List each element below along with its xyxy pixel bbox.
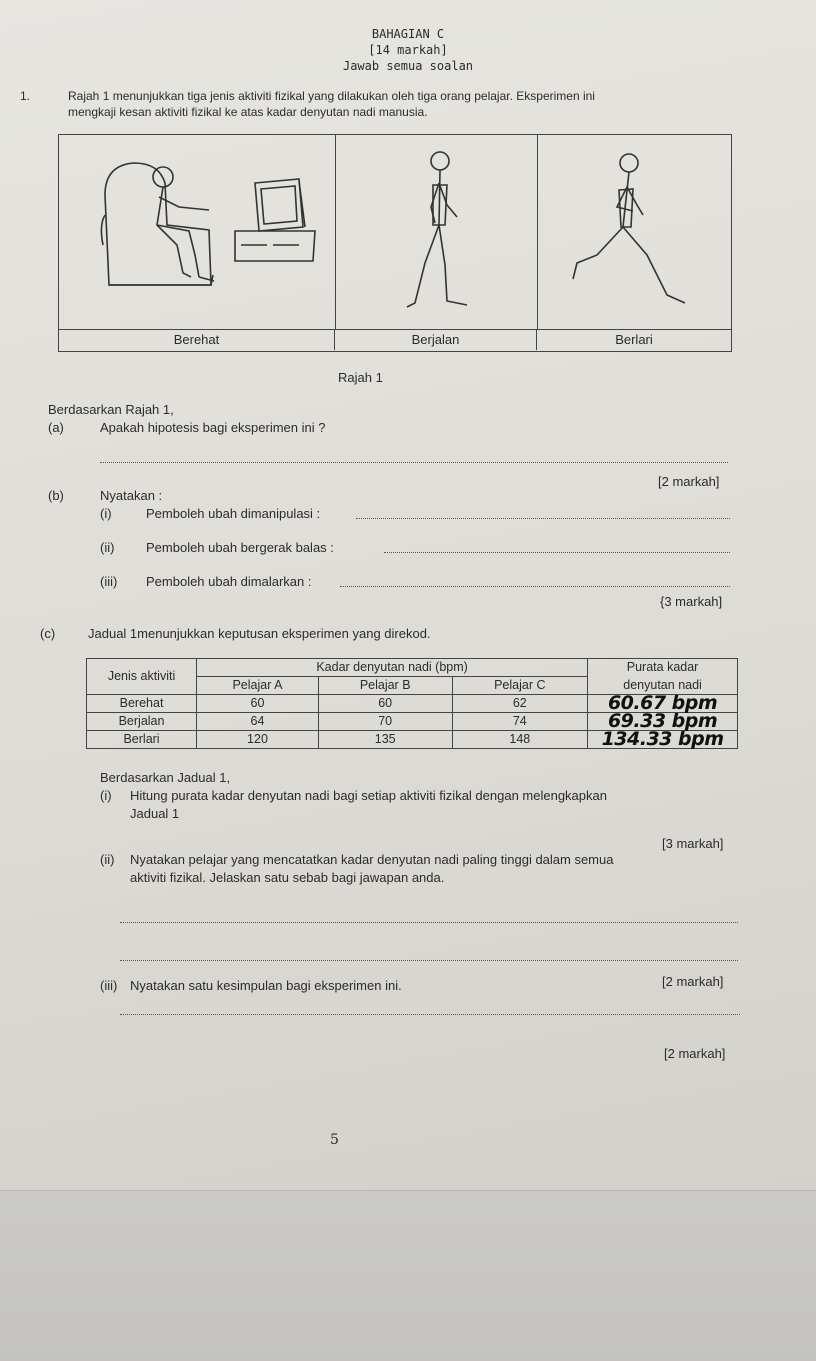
figure-rajah-1 bbox=[58, 134, 732, 352]
part-c-iii-num: (iii) bbox=[100, 978, 118, 993]
cell-a: 120 bbox=[197, 731, 319, 749]
table-row bbox=[87, 731, 738, 749]
label-berehat: Berehat bbox=[59, 330, 335, 350]
label-berlari: Berlari bbox=[615, 332, 653, 347]
part-c-ii-line1: Nyatakan pelajar yang mencatatkan kadar denyutan nadi paling tinggi dalam semua bbox=[130, 852, 614, 867]
th-average-1: Purata kadar bbox=[588, 659, 738, 677]
part-a-question: Apakah hipotesis bagi eksperimen ini ? bbox=[100, 420, 326, 435]
part-b-i-answer-line[interactable] bbox=[356, 518, 730, 519]
cell-c: 62 bbox=[452, 695, 588, 713]
cell-a: 60 bbox=[197, 695, 319, 713]
cell-c: 148 bbox=[452, 731, 588, 749]
part-c-i-num: (i) bbox=[100, 788, 112, 803]
page-number: 5 bbox=[330, 1132, 339, 1148]
cell-activity: Berjalan bbox=[87, 713, 197, 731]
part-c-question: Jadual 1menunjukkan keputusan eksperimen yang direkod. bbox=[88, 626, 431, 641]
part-c-i-marks: [3 markah] bbox=[662, 836, 724, 851]
person-running-illustration bbox=[537, 135, 731, 329]
figure-panel-walk bbox=[335, 135, 538, 329]
part-b-i-num: (i) bbox=[100, 506, 112, 521]
cell-a: 64 bbox=[197, 713, 319, 731]
cell-activity: Berlari bbox=[87, 731, 197, 749]
th-average-2: denyutan nadi bbox=[588, 677, 738, 695]
part-b-iii-num: (iii) bbox=[100, 574, 118, 589]
section-instruction: Jawab semua soalan bbox=[342, 59, 474, 73]
part-c-iii-text: Nyatakan satu kesimpulan bagi eksperimen ini. bbox=[130, 978, 402, 993]
based-on-table: Berdasarkan Jadual 1, bbox=[100, 770, 231, 785]
section-marks: [14 markah] bbox=[368, 43, 448, 57]
part-a-marks: [2 markah] bbox=[658, 474, 720, 489]
th-student-b: Pelajar B bbox=[318, 677, 452, 695]
th-activity: Jenis aktiviti bbox=[87, 659, 197, 695]
cell-b: 60 bbox=[318, 695, 452, 713]
table-surface bbox=[0, 1190, 816, 1361]
part-c-i-line1: Hitung purata kadar denyutan nadi bagi setiap aktiviti fizikal dengan melengkapkan bbox=[130, 788, 607, 803]
part-b-iii-answer-line[interactable] bbox=[340, 586, 730, 587]
part-a-letter: (a) bbox=[48, 420, 64, 435]
label-berjalan: Berjalan bbox=[335, 330, 537, 350]
part-b-marks: {3 markah] bbox=[660, 594, 723, 609]
part-b-question: Nyatakan : bbox=[100, 488, 163, 503]
results-table-jadual-1 bbox=[86, 658, 738, 749]
part-c-letter: (c) bbox=[40, 626, 56, 641]
th-student-c: Pelajar C bbox=[452, 677, 588, 695]
section-title: BAHAGIAN C bbox=[371, 27, 445, 41]
part-c-iii-answer-line[interactable] bbox=[120, 1014, 740, 1015]
part-b-ii-answer-line[interactable] bbox=[384, 552, 730, 553]
cell-average-handwritten[interactable]: 60.67 bpm bbox=[588, 695, 738, 713]
part-c-ii-marks: [2 markah] bbox=[662, 974, 724, 989]
part-c-i-line2: Jadual 1 bbox=[130, 806, 180, 821]
figure-labels-row bbox=[59, 329, 731, 352]
cell-average-handwritten[interactable]: 69.33 bpm bbox=[588, 713, 738, 731]
cell-c: 74 bbox=[452, 713, 588, 731]
question-intro-line2: mengkaji kesan aktiviti fizikal ke atas kadar denyutan nadi manusia. bbox=[68, 105, 428, 119]
part-b-ii-text: Pemboleh ubah bergerak balas : bbox=[146, 540, 334, 555]
th-student-a: Pelajar A bbox=[197, 677, 319, 695]
part-c-iii-marks: [2 markah] bbox=[664, 1046, 726, 1061]
part-c-ii-num: (ii) bbox=[100, 852, 115, 867]
part-c-ii-answer-line-1[interactable] bbox=[120, 922, 738, 923]
cell-activity: Berehat bbox=[87, 695, 197, 713]
part-c-ii-answer-line-2[interactable] bbox=[120, 960, 738, 961]
based-on-figure: Berdasarkan Rajah 1, bbox=[48, 402, 174, 417]
part-c-ii-line2: aktiviti fizikal. Jelaskan satu sebab bagi jawapan anda. bbox=[130, 870, 445, 885]
person-resting-illustration bbox=[59, 135, 335, 329]
part-b-i-text: Pemboleh ubah dimanipulasi : bbox=[146, 506, 321, 521]
cell-b: 70 bbox=[318, 713, 452, 731]
part-b-iii-text: Pemboleh ubah dimalarkan : bbox=[146, 574, 312, 589]
person-walking-illustration bbox=[335, 135, 537, 329]
figure-panel-run bbox=[537, 135, 731, 329]
cell-average-handwritten[interactable]: 134.33 bpm bbox=[588, 731, 738, 749]
figure-panel-rest bbox=[59, 135, 336, 329]
part-a-answer-line[interactable] bbox=[100, 462, 728, 463]
figure-caption: Rajah 1 bbox=[338, 370, 383, 385]
question-number: 1. bbox=[20, 89, 31, 103]
th-pulse-rate: Kadar denyutan nadi (bpm) bbox=[197, 659, 588, 677]
cell-b: 135 bbox=[318, 731, 452, 749]
part-b-ii-num: (ii) bbox=[100, 540, 115, 555]
part-b-letter: (b) bbox=[48, 488, 64, 503]
question-intro-line1: Rajah 1 menunjukkan tiga jenis aktiviti fizikal yang dilakukan oleh tiga orang pelajar. Eksperimen ini bbox=[68, 89, 595, 103]
